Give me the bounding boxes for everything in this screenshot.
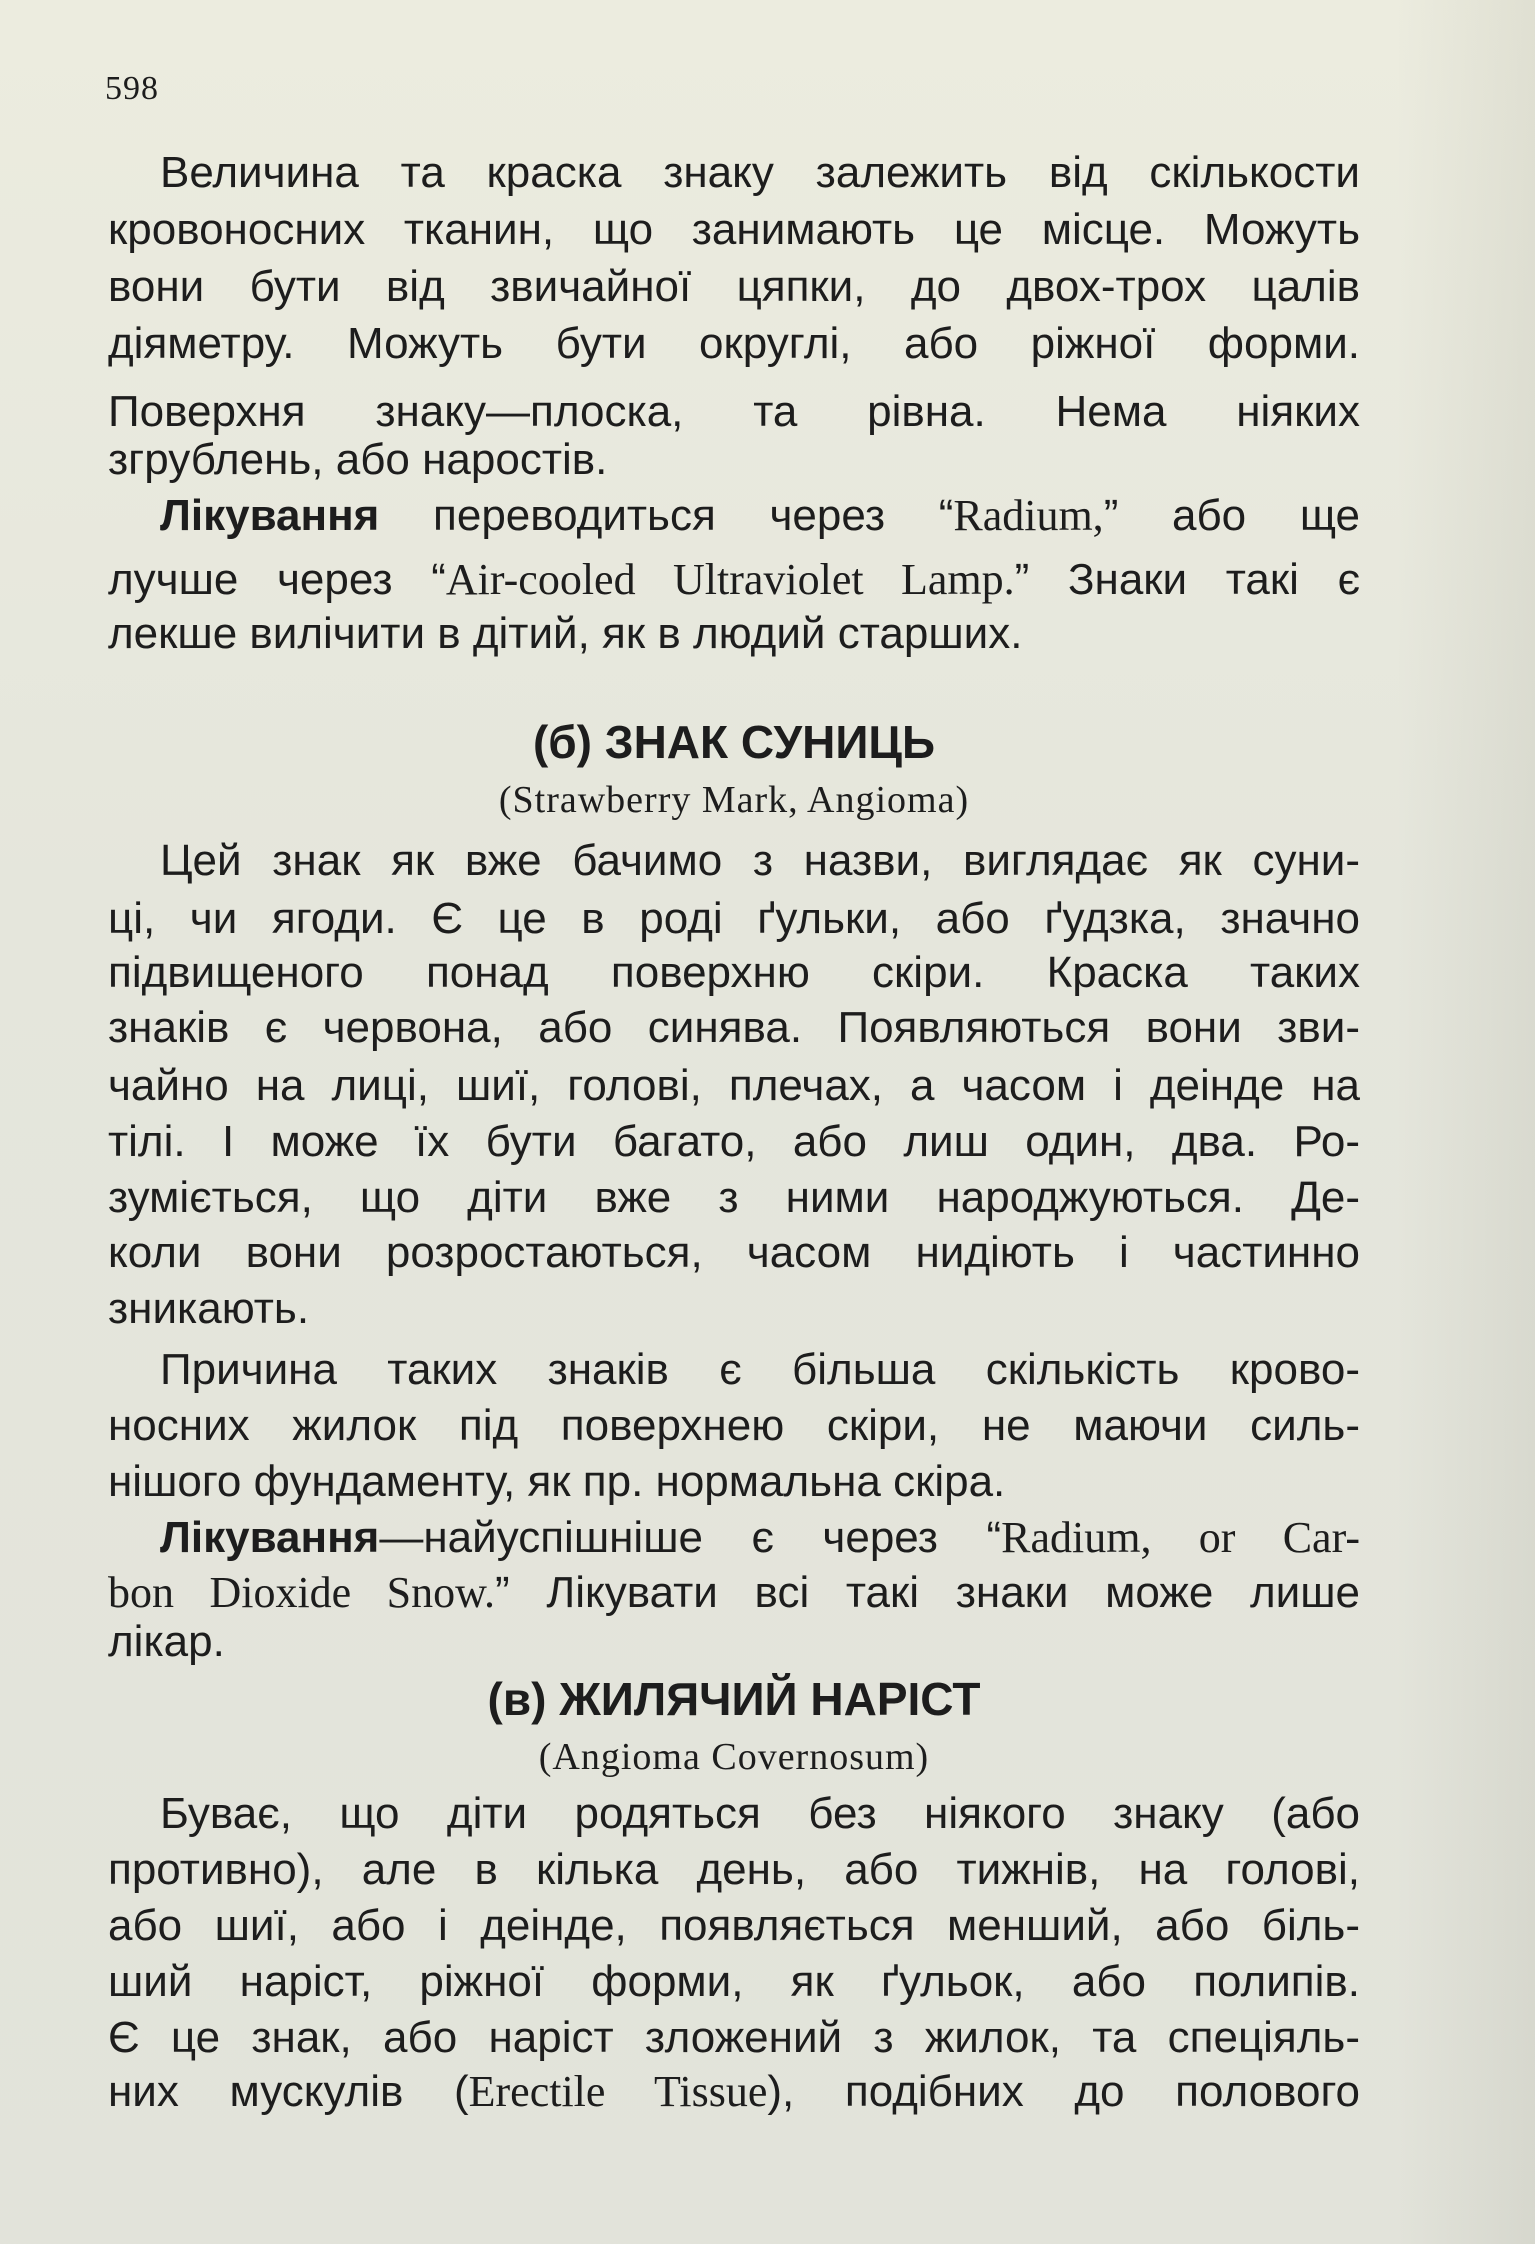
section-b-p1-line-9: зникають. bbox=[108, 1284, 310, 1333]
treatment-1-label: Лікування bbox=[160, 491, 380, 540]
section-b-treatment-text: —найуспішніше є через “ bbox=[379, 1513, 1002, 1562]
section-b-p1-line-6: тілі. І може їх бути багато, або лиш один, два. Ро- bbox=[108, 1117, 1360, 1166]
section-v-title: (в) ЖИЛЯЧИЙ НАРІСТ bbox=[487, 1673, 981, 1725]
section-v-p1-line-6 bbox=[108, 2066, 1360, 2118]
section-v-p1-line-2: противно), але в кілька день, або тижнів, на голові, bbox=[108, 1845, 1360, 1894]
paragraph-1-line-5: Поверхня знаку—плоска, та рівна. Нема ніяких bbox=[108, 387, 1360, 436]
paragraph-1-line-4: діяметру. Можуть бути округлі, або ріжної форми. bbox=[108, 319, 1360, 368]
paragraph-1-line-2: кровоносних тканин, що занимають це місце. Можуть bbox=[108, 205, 1360, 254]
treatment-1-line-2-end: ” Знаки такі є bbox=[1014, 555, 1361, 604]
section-b-treatment-line-2 bbox=[108, 1567, 1360, 1619]
treatment-1-line-2 bbox=[108, 554, 1360, 606]
paragraph-1-line-6: згрублень, або наростів. bbox=[108, 435, 608, 484]
section-b-treatment-term-2: bon Dioxide Snow. bbox=[108, 1568, 496, 1617]
section-b-p1-line-5: чайно на лиці, шиї, голові, плечах, а часом і деінде на bbox=[108, 1061, 1360, 1110]
section-b-p1-line-8: коли вони розростаються, часом нидіють і частинно bbox=[108, 1228, 1360, 1277]
section-b-p2-line-3: нішого фундаменту, як пр. нормальна скіра. bbox=[108, 1457, 1006, 1506]
treatment-1-line-1 bbox=[160, 490, 1360, 542]
section-v-p1-line-5: Є це знак, або наріст зложений з жилок, та спеціяль- bbox=[108, 2013, 1360, 2062]
section-v-p1-line-1: Буває, що діти родяться без ніякого знаку (або bbox=[160, 1789, 1360, 1838]
paragraph-1-line-1: Величина та краска знаку залежить від скількости bbox=[160, 148, 1360, 197]
treatment-1-lamp-term: Air-cooled Ultraviolet Lamp. bbox=[445, 555, 1015, 604]
treatment-1-term: Radium, bbox=[953, 491, 1104, 540]
treatment-1-end: ” або ще bbox=[1103, 491, 1361, 540]
section-b-p2-line-1: Причина таких знаків є більша скількість крово- bbox=[160, 1345, 1360, 1394]
section-v-line-6-start: них мускулів ( bbox=[108, 2067, 469, 2116]
section-b-treatment-term: Radium, or Car- bbox=[1001, 1513, 1360, 1562]
section-b-subtitle: (Strawberry Mark, Angioma) bbox=[498, 779, 970, 821]
treatment-1-text: переводиться через “ bbox=[433, 491, 954, 540]
section-b-p1-line-7: зуміється, що діти вже з ними народжуються. Де- bbox=[108, 1173, 1360, 1222]
section-b-treatment-line-3: лікар. bbox=[108, 1617, 225, 1666]
treatment-1-line-2-start: лучше через “ bbox=[108, 555, 446, 604]
erectile-tissue-term: Erectile Tissue bbox=[468, 2067, 768, 2116]
section-b-treatment-line-2-end: ” Лікувати всі такі знаки може лише bbox=[495, 1568, 1360, 1617]
section-v-subtitle: (Angioma Covernosum) bbox=[538, 1736, 930, 1778]
section-b-p2-line-2: носних жилок під поверхнею скіри, не маючи силь- bbox=[108, 1401, 1360, 1450]
section-b-p1-line-1: Цей знак як вже бачимо з назви, виглядає як суни- bbox=[160, 836, 1360, 885]
section-v-p1-line-3: або шиї, або і деінде, появляється менший, або біль- bbox=[108, 1901, 1360, 1950]
section-v-p1-line-4: ший наріст, ріжної форми, як ґульок, або полипів. bbox=[108, 1957, 1360, 2006]
section-b-p1-line-2: ці, чи ягоди. Є це в роді ґульки, або ґудзка, значно bbox=[108, 894, 1360, 943]
section-v-line-6-end: ), подібних до полового bbox=[767, 2067, 1360, 2116]
treatment-1-line-3: лекше вилічити в дітий, як в людий старших. bbox=[108, 609, 1023, 658]
section-b-treatment-line-1 bbox=[160, 1512, 1360, 1564]
page-number: 598 bbox=[105, 70, 159, 107]
section-b-title: (б) ЗНАК СУНИЦЬ bbox=[532, 716, 936, 768]
section-b-treatment-label: Лікування bbox=[160, 1513, 380, 1562]
section-b-p1-line-3: підвищеного понад поверхню скіри. Краска таких bbox=[108, 948, 1360, 997]
section-b-p1-line-4: знаків є червона, або синява. Появляються вони зви- bbox=[108, 1003, 1360, 1052]
paragraph-1-line-3: вони бути від звичайної цяпки, до двох-трох цалів bbox=[108, 262, 1360, 311]
